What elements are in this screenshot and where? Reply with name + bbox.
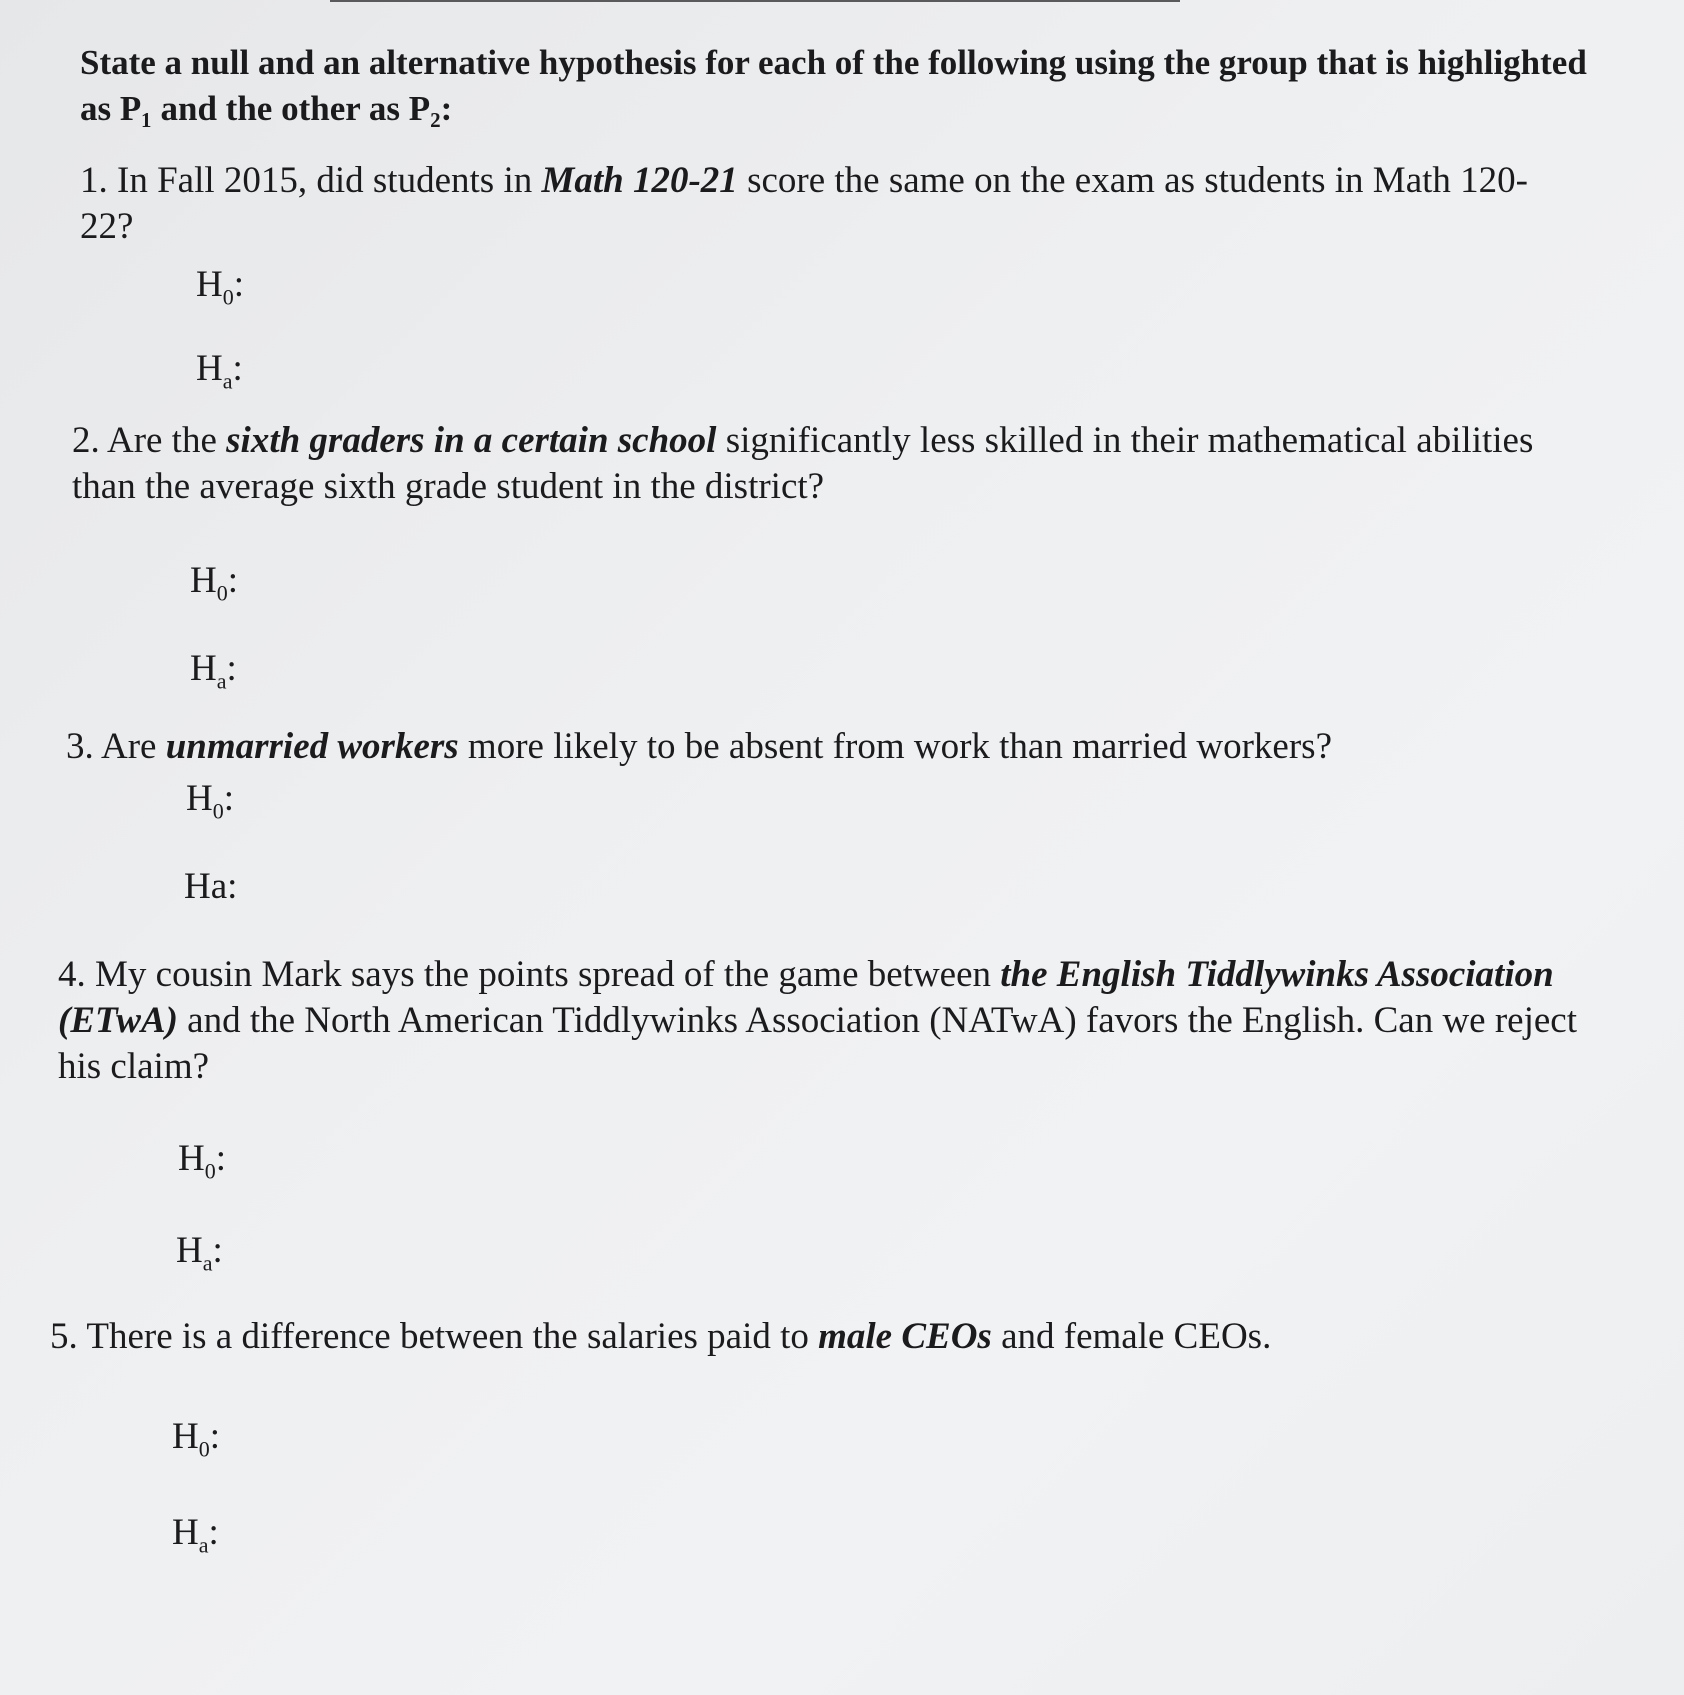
alt-hypothesis-1: $H_a$: (196, 348, 243, 394)
instructions-heading: State a null and an alternative hypothesis for each of the following using the group that is highlighted as P₁ and the other as P₂: (80, 43, 1587, 128)
question-2: 2. Are the sixth graders in a certain school significantly less skilled in their mathematical abilities than the average sixth grade student in the district? (72, 420, 1534, 507)
question-5: 5. There is a difference between the salaries paid to male CEOs and female CEOs. (50, 1316, 1272, 1357)
null-hypothesis-5: $H_0$: (172, 1416, 221, 1462)
null-hypothesis-2: $H_0$: (190, 560, 239, 606)
null-hypothesis-4: $H_0$: (178, 1138, 227, 1184)
null-hypothesis-3: $H_0$: (186, 778, 235, 824)
question-3: 3. Are unmarried workers more likely to be absent from work than married workers? (66, 726, 1333, 767)
alt-hypothesis-2: $H_a$: (190, 648, 237, 694)
alt-hypothesis-3: Ha: (184, 866, 238, 907)
highlighted-group-3: unmarried workers (165, 726, 459, 767)
highlighted-group-5: male CEOs (818, 1316, 992, 1357)
top-divider (330, 0, 1180, 2)
highlighted-group-4: the English Tiddlywinks Association (ETwA) (58, 954, 1554, 1041)
highlighted-group-2: sixth graders in a certain school (226, 420, 717, 461)
alt-hypothesis-4: $H_a$: (176, 1230, 223, 1276)
alt-hypothesis-5: $H_a$: (172, 1512, 219, 1558)
question-4: 4. My cousin Mark says the points spread of the game between the English Tiddlywinks Association (ETwA) and the North American Tiddlywinks Association (NATwA) favors the English. Can we reject his claim? (58, 954, 1578, 1087)
highlighted-group-1: Math 120-21 (541, 160, 738, 201)
null-hypothesis-1: $H_0$: (196, 264, 245, 310)
question-1: 1. In Fall 2015, did students in Math 120-21 score the same on the exam as students in Math 120-22? (80, 160, 1528, 247)
